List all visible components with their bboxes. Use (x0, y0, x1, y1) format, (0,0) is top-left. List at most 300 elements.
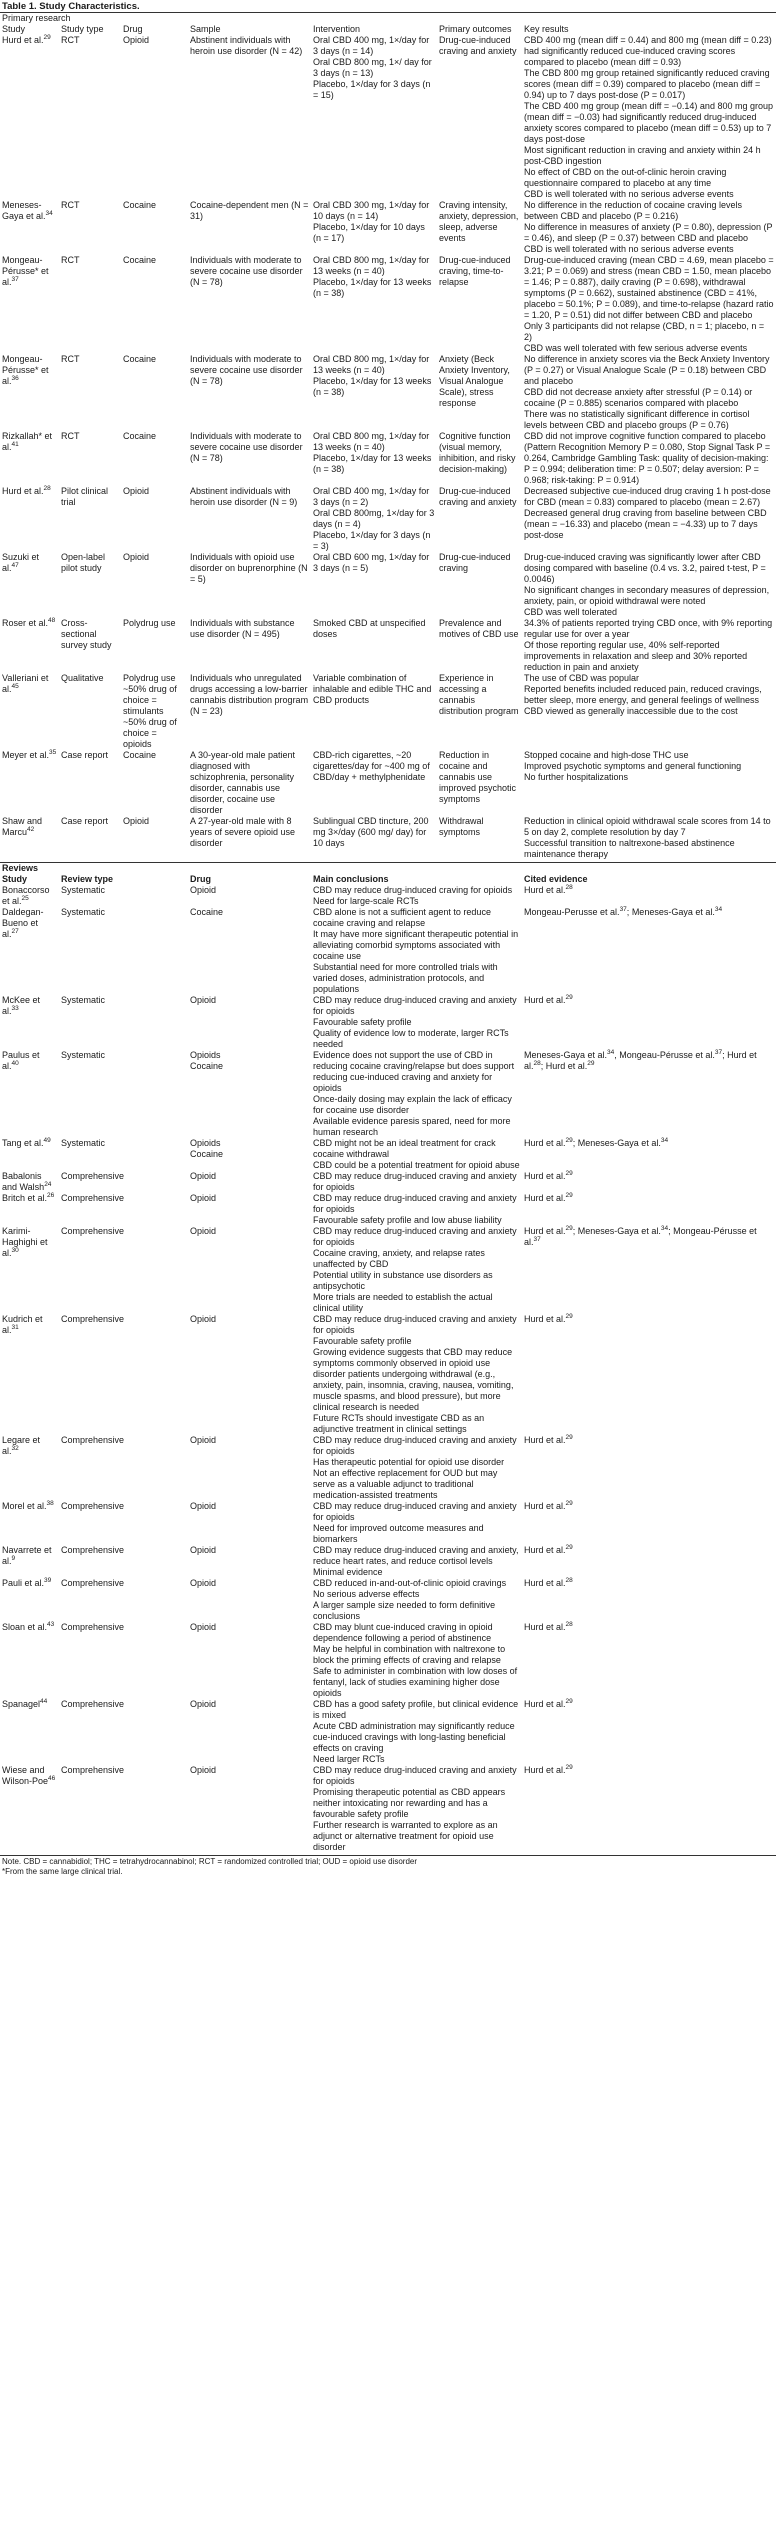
cited-ref: 34 (660, 1225, 669, 1232)
key-result-item: Stopped cocaine and high-dose THC use (524, 750, 689, 760)
table-row (0, 1435, 776, 1501)
cited-evidence-cell (522, 1193, 776, 1226)
main-conclusions-cell (311, 1765, 522, 1853)
study-cell (0, 673, 59, 750)
review-type-cell: Systematic (61, 1138, 106, 1148)
cited-ref: 34 (714, 906, 723, 913)
primary-outcomes-cell: Drug-cue-induced craving and anxiety (439, 35, 517, 56)
conclusion-item: CBD might not be an ideal treatment for crack cocaine withdrawal (313, 1138, 496, 1159)
conclusion-item: Growing evidence suggests that CBD may reduce symptoms commonly observed in opioid use disorder patients undergoing withdrawal (e.g., anxiety, pain, insomnia, craving, nausea, vomiting, muscle spasms, and blood pressure), but more clinical research is needed (313, 1347, 514, 1412)
review-type-cell: Comprehensive (61, 1501, 125, 1511)
drug-item: Opioid (190, 1578, 217, 1588)
cited-evidence-cell (522, 1050, 776, 1138)
intervention-cell (311, 255, 437, 354)
study-name: Britch et al. (2, 1193, 48, 1203)
study-cell (0, 995, 59, 1050)
study-cell (0, 200, 59, 255)
cited-ref: 34 (607, 1049, 615, 1056)
cited-ref: 34 (660, 1137, 669, 1144)
drug-item: Cocaine (190, 1149, 224, 1159)
study-cell (0, 1314, 59, 1435)
key-result-item: Reduction in clinical opioid withdrawal scale scores from 14 to 5 on day 2, complete resolution by day 7 (524, 816, 771, 837)
study-name: Spanagel (2, 1699, 41, 1709)
drug-cell (188, 1193, 311, 1226)
drug-cell: Cocaine (123, 255, 157, 265)
reviews-label: Reviews (2, 863, 39, 873)
sample-cell: Individuals with moderate to severe cocaine use disorder (N = 78) (190, 354, 303, 386)
study-ref: 42 (27, 826, 35, 833)
intervention-cell (311, 750, 437, 816)
study-ref: 9 (11, 1555, 16, 1562)
conclusion-item: CBD may reduce drug-induced craving and anxiety for opioids (313, 1226, 517, 1247)
key-results-cell (522, 750, 776, 816)
study-name: Hurd et al. (2, 486, 44, 496)
conclusion-item: Quality of evidence low to moderate, larger RCTs needed (313, 1028, 509, 1049)
drug-cell: Cocaine (123, 200, 157, 210)
drug-cell: Opioid (123, 552, 150, 562)
study-cell (0, 1765, 59, 1853)
drug-cell (188, 1314, 311, 1435)
study-cell (0, 1622, 59, 1699)
cited-evidence-cell (522, 1501, 776, 1545)
conclusion-item: CBD could be a potential treatment for opioid abuse (313, 1160, 520, 1170)
table-row (0, 673, 776, 750)
study-name: Suzuki et al. (2, 552, 40, 573)
key-results-cell (522, 354, 776, 431)
study-cell (0, 618, 59, 673)
cited-ref: 29 (565, 1434, 573, 1441)
cited-ref: 29 (565, 1225, 573, 1232)
same-trial-note: *From the same large clinical trial. (2, 1867, 123, 1876)
review-type-cell: Systematic (61, 995, 106, 1005)
conclusion-item: Safe to administer in combination with low doses of fentanyl, lack of studies examining higher dose opioids (313, 1666, 518, 1698)
drug-cell (188, 1765, 311, 1853)
study-cell (0, 486, 59, 552)
study-name: Mongeau-Pérusse* et al. (2, 354, 49, 386)
cited-ref: 29 (565, 1192, 573, 1199)
study-type-cell: Qualitative (61, 673, 104, 683)
drug-item: Opioid (190, 995, 217, 1005)
cited-ref: 29 (565, 1313, 573, 1320)
cited-author: Hurd et al. (524, 1226, 566, 1236)
conclusion-item: CBD may blunt cue-induced craving in opioid dependence following a period of abstinence (313, 1622, 493, 1643)
intervention-cell (311, 354, 437, 431)
key-result-item: CBD was well tolerated (524, 607, 618, 617)
conclusion-item: A larger sample size needed to form definitive conclusions (313, 1600, 496, 1621)
cited-evidence-cell (522, 1578, 776, 1622)
intervention-item: Oral CBD 300 mg, 1×/day for 10 days (n = 14) (313, 200, 430, 221)
cited-evidence-cell (522, 1765, 776, 1853)
table-row (0, 255, 776, 354)
cited-author: Mongeau-Pérusse et al. (619, 1050, 715, 1060)
study-ref: 27 (11, 928, 19, 935)
drug-item: Opioid (190, 1171, 217, 1181)
study-type-cell: Pilot clinical trial (61, 486, 109, 507)
key-result-item: No further hospitalizations (524, 772, 629, 782)
key-results-cell (522, 255, 776, 354)
main-conclusions-cell (311, 1578, 522, 1622)
cited-separator: ; (722, 1050, 728, 1060)
cited-ref: 29 (565, 1544, 573, 1551)
study-ref: 39 (44, 1577, 52, 1584)
conclusion-item: No serious adverse effects (313, 1589, 420, 1599)
sample-cell: Individuals with moderate to severe cocaine use disorder (N = 78) (190, 431, 303, 463)
primary-outcomes-cell: Drug-cue-induced craving (439, 552, 511, 573)
drug-item: Opioids (190, 1138, 221, 1148)
cited-evidence-cell (522, 1314, 776, 1435)
primary-outcomes-cell: Experience in accessing a cannabis distribution program (439, 673, 519, 716)
sample-cell: Individuals with moderate to severe cocaine use disorder (N = 78) (190, 255, 303, 287)
conclusion-item: Need for improved outcome measures and biomarkers (313, 1523, 484, 1544)
main-conclusions-cell (311, 1314, 522, 1435)
study-ref: 31 (11, 1324, 19, 1331)
intervention-item: Placebo, 1×/day for 3 days (n = 15) (313, 79, 431, 100)
cited-author: Hurd et al. (524, 1545, 566, 1555)
key-result-item: Successful transition to naltrexone-based abstinence maintenance therapy (524, 838, 735, 859)
key-result-item: 34.3% of patients reported trying CBD once, with 9% reporting regular use for over a year (524, 618, 773, 639)
drug-cell: Opioid (123, 816, 150, 826)
study-type-cell: Cross-sectional survey study (61, 618, 112, 650)
intervention-item: Oral CBD 600 mg, 1×/day for 3 days (n = 5) (313, 552, 430, 573)
cited-ref: 37 (533, 1236, 541, 1243)
table-row (0, 1578, 776, 1622)
cited-author: Hurd et al. (524, 1193, 566, 1203)
study-ref: 25 (21, 895, 29, 902)
table-row (0, 885, 776, 907)
study-cell (0, 1050, 59, 1138)
key-result-item: CBD 400 mg (mean diff = 0.44) and 800 mg (mean diff = 0.23) had significantly reduced cue-induced craving scores compared to placebo (mean diff = 0.93) (524, 35, 772, 67)
cited-separator: ; (540, 1061, 546, 1071)
cited-ref: 29 (565, 994, 573, 1001)
conclusion-item: CBD may reduce drug-induced craving and anxiety for opioids (313, 1314, 517, 1335)
key-result-item: Of those reporting regular use, 40% self-reported improvements in relaxation and sleep and 30% reported reduction in pain and anxiety (524, 640, 748, 672)
intervention-item: Placebo, 1×/day for 13 weeks (n = 38) (313, 376, 432, 397)
study-cell (0, 1545, 59, 1578)
key-results-cell (522, 618, 776, 673)
drug-item: Opioid (190, 885, 217, 895)
conclusion-item: CBD alone is not a sufficient agent to reduce cocaine craving and relapse (313, 907, 491, 928)
conclusion-item: Future RCTs should investigate CBD as an adjunctive treatment in clinical settings (313, 1413, 485, 1434)
review-type-cell: Comprehensive (61, 1622, 125, 1632)
key-result-item: CBD is well tolerated with no serious adverse events (524, 189, 734, 199)
key-results-cell (522, 35, 776, 200)
sample-cell: Abstinent individuals with heroin use disorder (N = 42) (190, 35, 303, 56)
study-name: Navarrete et al. (2, 1545, 52, 1566)
drug-item: Cocaine (190, 907, 224, 917)
cited-ref: 29 (565, 1764, 573, 1771)
intervention-item: Sublingual CBD tincture, 200 mg 3×/day (600 mg/ day) for 10 days (313, 816, 429, 848)
table-row (0, 35, 776, 200)
review-type-cell: Comprehensive (61, 1578, 125, 1588)
drug-item: Cocaine (190, 1061, 224, 1071)
cited-ref: 29 (565, 1137, 573, 1144)
cited-author: Hurd et al. (524, 1435, 566, 1445)
table-row (0, 750, 776, 816)
intervention-item: Oral CBD 800 mg, 1×/day for 13 weeks (n = 40) (313, 431, 430, 452)
intervention-cell (311, 673, 437, 750)
cited-author: Meneses-Gaya et al. (577, 1138, 661, 1148)
cited-evidence-cell (522, 1435, 776, 1501)
conclusion-item: CBD may reduce drug-induced craving and anxiety, reduce heart rates, and reduce cortisol levels (313, 1545, 519, 1566)
cited-author: Hurd et al. (524, 1622, 566, 1632)
cited-separator: ; (626, 907, 632, 917)
primary-outcomes-cell: Craving intensity, anxiety, depression, sleep, adverse events (439, 200, 519, 243)
drug-cell: Polydrug use ~50% drug of choice = stimulants ~50% drug of choice = opioids (123, 673, 177, 749)
study-name: Legare et al. (2, 1435, 41, 1456)
review-type-cell: Comprehensive (61, 1226, 125, 1236)
review-type-cell: Comprehensive (61, 1765, 125, 1775)
cited-separator: , (614, 1050, 620, 1060)
study-name: Mongeau-Pérusse* et al. (2, 255, 49, 287)
table-row (0, 200, 776, 255)
key-result-item: Drug-cue-induced craving (mean CBD = 4.69, mean placebo = 3.21; P = 0.069) and stress (mean CBD = 1.50, mean placebo = 1.46; P = 0.887), daily craving (P = 0.698), withdrawal symptoms (P = 0.662), sustained abstinence (CBD = 41%, placebo = 50.1%; P = 0.089), and time-to-relapse (hazard ratio = 1.20, P = 0.51) did not differ between CBD and placebo (524, 255, 774, 320)
drug-item: Opioid (190, 1314, 217, 1324)
study-cell (0, 1226, 59, 1314)
sample-cell: Individuals with substance use disorder (N = 495) (190, 618, 295, 639)
study-ref: 49 (43, 1137, 51, 1144)
review-type-cell: Comprehensive (61, 1193, 125, 1203)
intervention-item: Smoked CBD at unspecified doses (313, 618, 426, 639)
study-cell (0, 907, 59, 995)
sample-cell: Abstinent individuals with heroin use disorder (N = 9) (190, 486, 298, 507)
conclusion-item: Need larger RCTs (313, 1754, 385, 1764)
table-row (0, 1314, 776, 1435)
intervention-item: Placebo, 1×/day for 3 days (n = 3) (313, 530, 431, 551)
cited-author: Meneses-Gaya et al. (524, 1050, 608, 1060)
study-name: Roser et al. (2, 618, 49, 628)
conclusion-item: Need for large-scale RCTs (313, 896, 419, 906)
study-type-cell: Case report (61, 750, 109, 760)
table-row (0, 552, 776, 618)
drug-cell: Cocaine (123, 354, 157, 364)
drug-cell (188, 1171, 311, 1193)
cited-ref: 37 (714, 1049, 723, 1056)
cited-evidence-cell (522, 1226, 776, 1314)
study-type-cell: Open-label pilot study (61, 552, 106, 573)
drug-cell (188, 1501, 311, 1545)
study-ref: 47 (11, 562, 19, 569)
primary-header-cell: Sample (190, 24, 221, 34)
primary-header-cell: Key results (524, 24, 569, 34)
top-rule (0, 12, 776, 13)
main-conclusions-cell (311, 1050, 522, 1138)
intervention-cell (311, 431, 437, 486)
study-name: Morel et al. (2, 1501, 47, 1511)
intervention-item: Placebo, 1×/day for 13 weeks (n = 38) (313, 277, 432, 298)
cited-ref: 29 (565, 1698, 573, 1705)
primary-outcomes-cell: Drug-cue-induced craving and anxiety (439, 486, 517, 507)
key-result-item: No difference in measures of anxiety (P = 0.80), depression (P = 0.46), and sleep (P = 0.37) between CBD and placebo (524, 222, 773, 243)
drug-item: Opioid (190, 1193, 217, 1203)
primary-header-cell: Drug (123, 24, 143, 34)
study-cell (0, 35, 59, 200)
intervention-item: Oral CBD 400 mg, 1×/day for 3 days (n = 2) (313, 486, 430, 507)
study-ref: 35 (49, 749, 57, 756)
study-ref: 40 (11, 1060, 19, 1067)
study-name: Tang et al. (2, 1138, 44, 1148)
study-cell (0, 552, 59, 618)
study-name: Daldegan-Bueno et al. (2, 907, 44, 939)
reviews-header-cell: Drug (190, 874, 211, 884)
study-type-cell: RCT (61, 200, 80, 210)
table-row (0, 1501, 776, 1545)
intervention-item: Placebo, 1×/day for 13 weeks (n = 38) (313, 453, 432, 474)
drug-item: Opioid (190, 1699, 217, 1709)
primary-outcomes-cell: Drug-cue-induced craving, time-to-relapse (439, 255, 511, 287)
main-conclusions-cell (311, 885, 522, 907)
key-results-cell (522, 816, 776, 860)
main-conclusions-cell (311, 995, 522, 1050)
conclusion-item: More trials are needed to establish the actual clinical utility (313, 1292, 493, 1313)
cited-author: Hurd et al. (524, 1171, 566, 1181)
conclusion-item: Potential utility in substance use disorders as antipsychotic (313, 1270, 493, 1291)
key-result-item: CBD is well tolerated with no serious adverse events (524, 244, 734, 254)
review-type-cell: Comprehensive (61, 1171, 125, 1181)
study-cell (0, 255, 59, 354)
conclusion-item: CBD may reduce drug-induced craving and anxiety for opioids (313, 1193, 517, 1214)
reviews-rule (0, 862, 776, 863)
study-name: Shaw and Marcu (2, 816, 43, 837)
study-cell (0, 750, 59, 816)
primary-research-label: Primary research (2, 13, 71, 23)
study-cell (0, 354, 59, 431)
cited-ref: 29 (565, 1500, 573, 1507)
table-row (0, 1765, 776, 1853)
review-type-cell: Comprehensive (61, 1545, 125, 1555)
primary-header-row (0, 24, 776, 35)
primary-header-cell: Intervention (313, 24, 361, 34)
drug-item: Opioid (190, 1226, 217, 1236)
key-results-cell (522, 673, 776, 750)
intervention-item: Oral CBD 400 mg, 1×/day for 3 days (n = 14) (313, 35, 430, 56)
cited-evidence-cell (522, 995, 776, 1050)
cited-author: Hurd et al. (524, 1578, 566, 1588)
conclusion-item: Substantial need for more controlled trials with varied doses, administration protocols, and populations (313, 962, 498, 994)
intervention-item: CBD-rich cigarettes, ~20 cigarettes/day for ~400 mg of CBD/day + methylphenidate (313, 750, 430, 782)
study-type-cell: RCT (61, 255, 80, 265)
drug-cell: Opioid (123, 35, 150, 45)
primary-outcomes-cell: Withdrawal symptoms (439, 816, 484, 837)
reviews-header-cell: Main conclusions (313, 874, 389, 884)
conclusion-item: May be helpful in combination with naltrexone to block the priming effects of craving and relapse (313, 1644, 506, 1665)
cited-ref: 37 (619, 906, 627, 913)
table-row (0, 1193, 776, 1226)
drug-cell (188, 1138, 311, 1171)
cited-evidence-cell (522, 1622, 776, 1699)
cited-author: Mongeau-Perusse et al. (524, 907, 620, 917)
study-ref: 24 (44, 1181, 52, 1188)
main-conclusions-cell (311, 1138, 522, 1171)
conclusion-item: CBD may reduce drug-induced craving and anxiety for opioids (313, 1171, 517, 1192)
drug-item: Opioid (190, 1501, 217, 1511)
intervention-item: Placebo, 1×/day for 10 days (n = 17) (313, 222, 425, 243)
key-result-item: Improved psychotic symptoms and general functioning (524, 761, 742, 771)
intervention-item: Oral CBD 800 mg, 1×/day for 13 weeks (n = 40) (313, 354, 430, 375)
drug-item: Opioid (190, 1622, 217, 1632)
conclusion-item: Favourable safety profile and low abuse liability (313, 1215, 502, 1225)
table-row (0, 907, 776, 995)
study-ref: 37 (11, 276, 19, 283)
main-conclusions-cell (311, 907, 522, 995)
study-ref: 43 (47, 1621, 55, 1628)
reviews-header-cell: Study (2, 874, 28, 884)
key-result-item: No difference in anxiety scores via the Beck Anxiety Inventory (P = 0.27) or Visual Analogue Scale (P = 0.18) between CBD and placebo (524, 354, 770, 386)
primary-outcomes-cell: Anxiety (Beck Anxiety Inventory, Visual Analogue Scale), stress response (439, 354, 510, 408)
conclusion-item: Acute CBD administration may significantly reduce cue-induced cravings with long-lasting beneficial effects on craving (313, 1721, 515, 1753)
cited-evidence-cell (522, 907, 776, 995)
study-cell (0, 1193, 59, 1226)
drug-cell (188, 885, 311, 907)
intervention-item: Oral CBD 800 mg, 1×/day for 13 weeks (n = 40) (313, 255, 430, 276)
study-name: Karimi-Haghighi et al. (2, 1226, 48, 1258)
study-ref: 48 (48, 617, 56, 624)
key-result-item: There was no statistically significant difference in cortisol levels between CBD and placebo groups (P = 0.76) (524, 409, 750, 430)
study-name: Bonaccorso et al. (2, 885, 50, 906)
table-row (0, 486, 776, 552)
key-result-item: Most significant reduction in craving and anxiety within 24 h post-CBD ingestion (524, 145, 761, 166)
primary-header-cell: Primary outcomes (439, 24, 512, 34)
drug-item: Opioid (190, 1765, 217, 1775)
reviews-header-cell: Cited evidence (524, 874, 588, 884)
drug-item: Opioid (190, 1545, 217, 1555)
main-conclusions-cell (311, 1193, 522, 1226)
cited-author: Hurd et al. (524, 1501, 566, 1511)
key-result-item: The CBD 800 mg group retained significantly reduced craving scores (mean diff = 0.39) compared to placebo (mean diff = 0.94) up to 7 days post-dose (P = 0.017) (524, 68, 770, 100)
conclusion-item: CBD may reduce drug-induced craving for opioids (313, 885, 513, 895)
study-ref: 46 (48, 1775, 56, 1782)
conclusion-item: Favourable safety profile (313, 1336, 412, 1346)
bottom-rule (0, 1855, 776, 1856)
conclusion-item: CBD reduced in-and-out-of-clinic opioid cravings (313, 1578, 507, 1588)
conclusion-item: CBD may reduce drug-induced craving and anxiety for opioids (313, 1435, 517, 1456)
cited-ref: 28 (565, 1577, 573, 1584)
cited-author: Hurd et al. (524, 1765, 566, 1775)
drug-item: Opioids (190, 1050, 221, 1060)
key-result-item: No difference in the reduction of cocaine craving levels between CBD and placebo (P = 0.216) (524, 200, 742, 221)
key-result-item: Reported benefits included reduced pain, reduced cravings, better sleep, more energy, and general feelings of wellness (524, 684, 762, 705)
sample-cell: Individuals who unregulated drugs accessing a low-barrier cannabis distribution program (N = 23) (190, 673, 309, 716)
conclusion-item: Evidence does not support the use of CBD in reducing cocaine craving/relapse but does support reducing cue-induced craving and anxiety for opioids (313, 1050, 515, 1093)
table-row (0, 354, 776, 431)
drug-cell (188, 1435, 311, 1501)
main-conclusions-cell (311, 1435, 522, 1501)
key-result-item: Decreased general drug craving from baseline between CBD (mean = −16.33) and placebo (mean = −4.33) up to 7 days post-dose (524, 508, 767, 540)
drug-cell: Cocaine (123, 431, 157, 441)
study-name: Kudrich et al. (2, 1314, 43, 1335)
review-type-cell: Comprehensive (61, 1435, 125, 1445)
study-ref: 33 (11, 1005, 19, 1012)
cited-author: Hurd et al. (545, 1061, 588, 1071)
drug-cell (188, 1699, 311, 1765)
cited-author: Hurd et al. (524, 1050, 757, 1071)
cited-evidence-cell (522, 885, 776, 907)
cited-author: Hurd et al. (524, 1699, 566, 1709)
drug-cell (188, 1050, 311, 1138)
review-type-cell: Systematic (61, 885, 106, 895)
cited-ref: 29 (587, 1060, 595, 1067)
review-type-cell: Systematic (61, 1050, 106, 1060)
key-result-item: Drug-cue-induced craving was significantly lower after CBD dosing compared with baseline (0.4 vs. 3.2, paired t-test, P = 0.0046) (524, 552, 766, 584)
study-ref: 36 (11, 375, 19, 382)
cited-evidence-cell (522, 1545, 776, 1578)
abbreviation-note: Note. CBD = cannabidiol; THC = tetrahydrocannabinol; RCT = randomized controlled trial; OUD = opioid use disorder (2, 1857, 418, 1866)
cited-ref: 28 (533, 1060, 541, 1067)
reviews-table (0, 874, 776, 1853)
study-cell (0, 1578, 59, 1622)
study-type-cell: RCT (61, 431, 80, 441)
key-results-cell (522, 486, 776, 552)
key-result-item: No significant changes in secondary measures of depression, anxiety, pain, or opioid withdrawal were noted (524, 585, 770, 606)
